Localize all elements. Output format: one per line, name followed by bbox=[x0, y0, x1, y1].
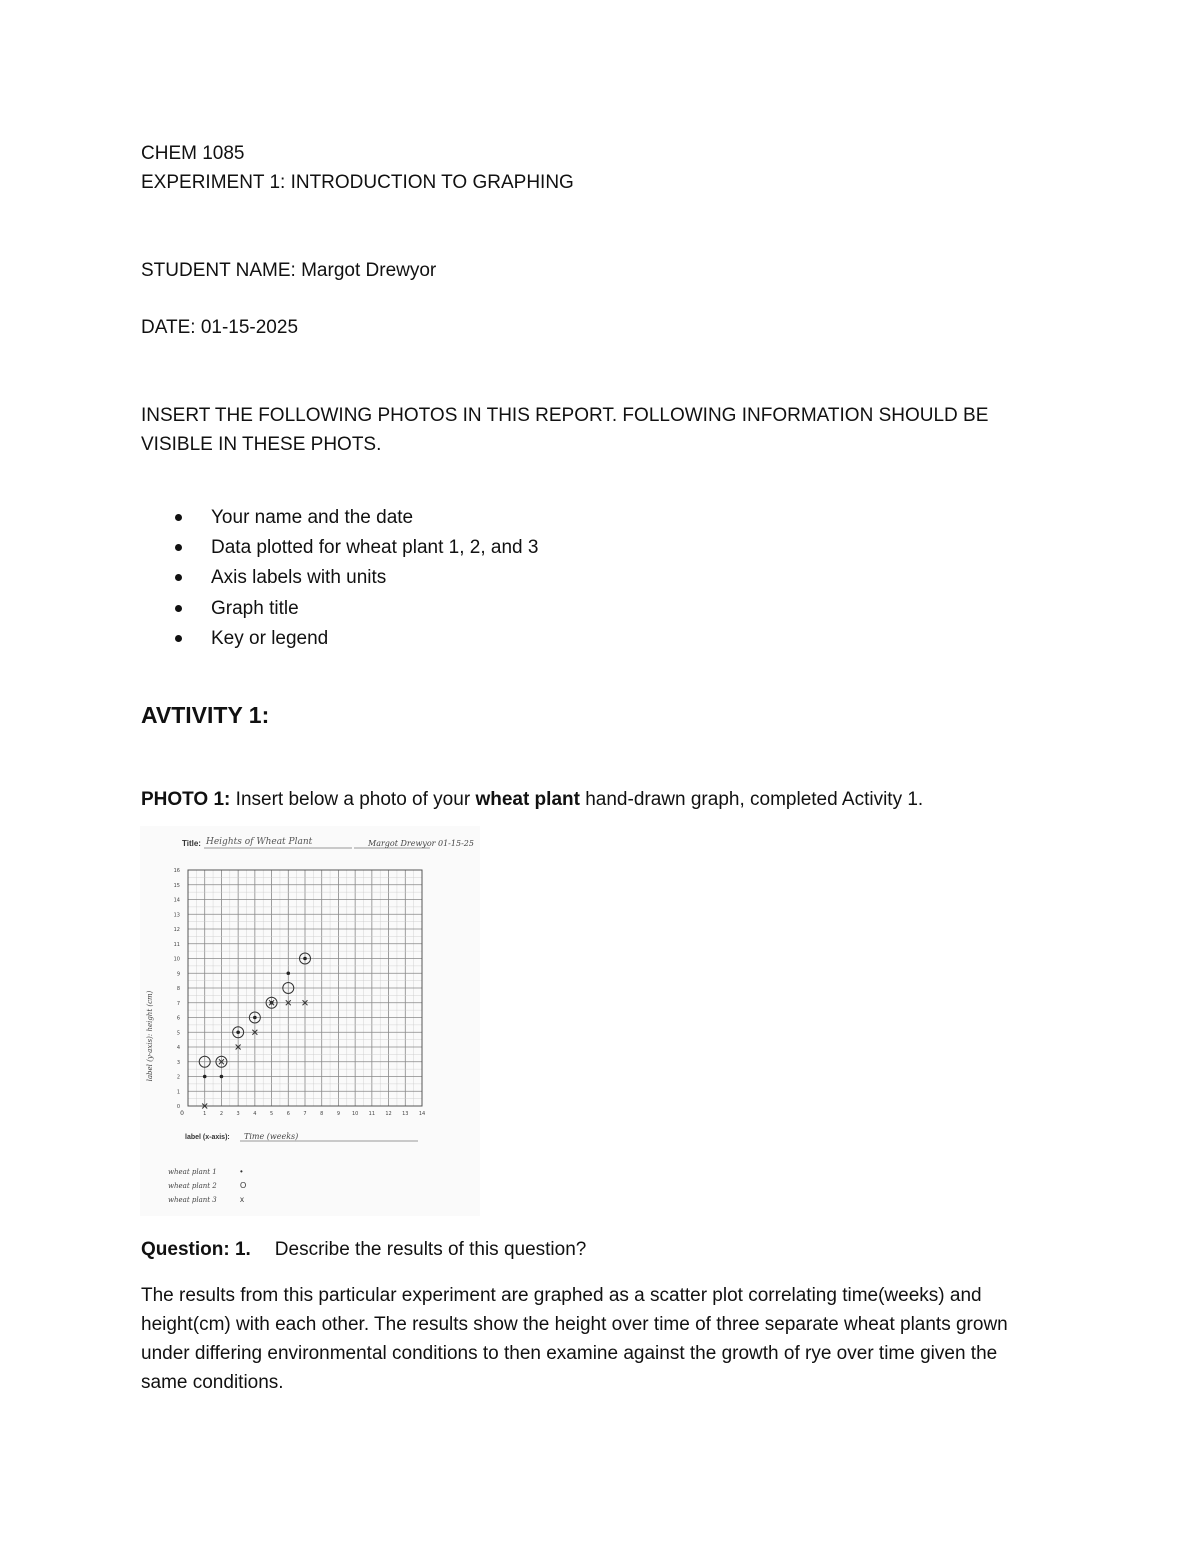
signature: Margot Drewyor 01-15-25 bbox=[368, 839, 474, 848]
photo-label: PHOTO 1: bbox=[141, 789, 231, 810]
legend-symbol-1: • bbox=[240, 1167, 243, 1176]
x-tick-label: 1 bbox=[203, 1111, 207, 1117]
x-tick-label: 13 bbox=[402, 1111, 409, 1117]
y-tick-label: 5 bbox=[176, 1030, 180, 1037]
answer-paragraph: The results from this particular experiment are graphed as a scatter plot correlating time(weeks) and height(cm) with each other. The results show the height over time of three separate wheat plants grown under differing environmental conditions to then examine against the growth of rye over time given the same conditions. bbox=[141, 1285, 1008, 1393]
wheat-plant-1-point bbox=[203, 1075, 207, 1079]
bullet-icon bbox=[175, 574, 182, 581]
question-label: Question: 1. bbox=[141, 1239, 251, 1260]
x-tick-label: 5 bbox=[269, 1111, 274, 1117]
question-text: Describe the results of this question? bbox=[274, 1239, 587, 1260]
list-item: Key or legend bbox=[141, 624, 538, 654]
x-tick-label: 9 bbox=[336, 1111, 341, 1117]
y-tick-label: 8 bbox=[176, 986, 180, 992]
y-tick-label: 3 bbox=[176, 1059, 180, 1066]
list-item: Axis labels with units bbox=[141, 563, 538, 593]
x-tick-label: 4 bbox=[253, 1111, 257, 1117]
bullet-icon bbox=[175, 544, 182, 551]
y-tick-label: 11 bbox=[173, 941, 180, 948]
y-axis-label: label (y-axis): height (cm) bbox=[146, 990, 154, 1082]
y-tick-label: 9 bbox=[176, 971, 180, 978]
graph-title-value: Heights of Wheat Plant bbox=[206, 837, 313, 847]
legend-item-3: wheat plant 3 bbox=[168, 1196, 217, 1204]
x-tick-label: 3 bbox=[236, 1111, 240, 1117]
y-tick-label: 15 bbox=[173, 882, 180, 889]
report-date: DATE: 01-15-2025 bbox=[141, 317, 299, 338]
x-tick-label: 8 bbox=[320, 1111, 324, 1117]
y-tick-label: 10 bbox=[173, 956, 180, 963]
y-tick-label: 2 bbox=[176, 1074, 180, 1081]
legend-symbol-3: x bbox=[240, 1195, 244, 1204]
student-name: STUDENT NAME: Margot Drewyor bbox=[141, 260, 437, 281]
list-item: Your name and the date bbox=[141, 503, 538, 533]
x-tick-label: 14 bbox=[418, 1111, 426, 1117]
y-tick-label: 14 bbox=[173, 897, 180, 904]
instructions-line-2: VISIBLE IN THESE PHOTS. bbox=[141, 434, 382, 455]
legend-symbol-2: O bbox=[240, 1181, 247, 1190]
graph-title-label: Title: bbox=[182, 839, 201, 848]
y-tick-label: 4 bbox=[176, 1045, 180, 1051]
wheat-plant-emphasis: wheat plant bbox=[475, 789, 580, 810]
legend-item-2: wheat plant 2 bbox=[168, 1182, 217, 1190]
origin-label: 0 bbox=[180, 1110, 184, 1117]
x-axis-label-prefix: label (x-axis): bbox=[185, 1134, 230, 1141]
wheat-plant-1-point bbox=[220, 1075, 224, 1079]
experiment-title: EXPERIMENT 1: INTRODUCTION TO GRAPHING bbox=[141, 172, 574, 193]
course-code: CHEM 1085 bbox=[141, 143, 245, 164]
y-tick-label: 6 bbox=[176, 1015, 180, 1022]
x-tick-label: 2 bbox=[219, 1111, 224, 1117]
wheat-plant-1-point bbox=[253, 1016, 257, 1020]
list-item: Graph title bbox=[141, 594, 538, 624]
bullet-icon bbox=[175, 514, 182, 521]
x-axis-label-value: Time (weeks) bbox=[244, 1132, 299, 1141]
x-tick-label: 6 bbox=[286, 1111, 290, 1117]
x-tick-label: 7 bbox=[303, 1111, 307, 1117]
y-tick-label: 16 bbox=[173, 868, 180, 874]
instructions-line-1: INSERT THE FOLLOWING PHOTOS IN THIS REPORT. FOLLOWING INFORMATION SHOULD BE bbox=[141, 405, 989, 426]
y-tick-label: 7 bbox=[176, 1000, 180, 1007]
x-tick-label: 11 bbox=[368, 1111, 376, 1117]
activity-heading: AVTIVITY 1: bbox=[141, 702, 270, 728]
y-tick-label: 12 bbox=[173, 927, 180, 933]
x-tick-label: 12 bbox=[385, 1111, 392, 1117]
list-item: Data plotted for wheat plant 1, 2, and 3 bbox=[141, 533, 538, 563]
wheat-plant-1-point bbox=[286, 971, 290, 975]
photo-instruction: PHOTO 1: Insert below a photo of your wheat plant hand-drawn graph, completed Activity 1. bbox=[141, 789, 924, 810]
graph-photo bbox=[140, 826, 480, 1216]
requirements-list bbox=[141, 503, 538, 654]
bullet-icon bbox=[175, 635, 182, 642]
wheat-plant-1-point bbox=[303, 957, 307, 961]
x-tick-label: 10 bbox=[351, 1111, 359, 1117]
y-tick-label: 0 bbox=[176, 1104, 180, 1110]
question-line bbox=[141, 1235, 586, 1265]
legend-item-1: wheat plant 1 bbox=[168, 1168, 217, 1176]
wheat-plant-1-point bbox=[236, 1030, 240, 1034]
bullet-icon bbox=[175, 605, 182, 612]
y-tick-label: 13 bbox=[173, 912, 180, 919]
y-tick-label: 1 bbox=[176, 1089, 180, 1096]
